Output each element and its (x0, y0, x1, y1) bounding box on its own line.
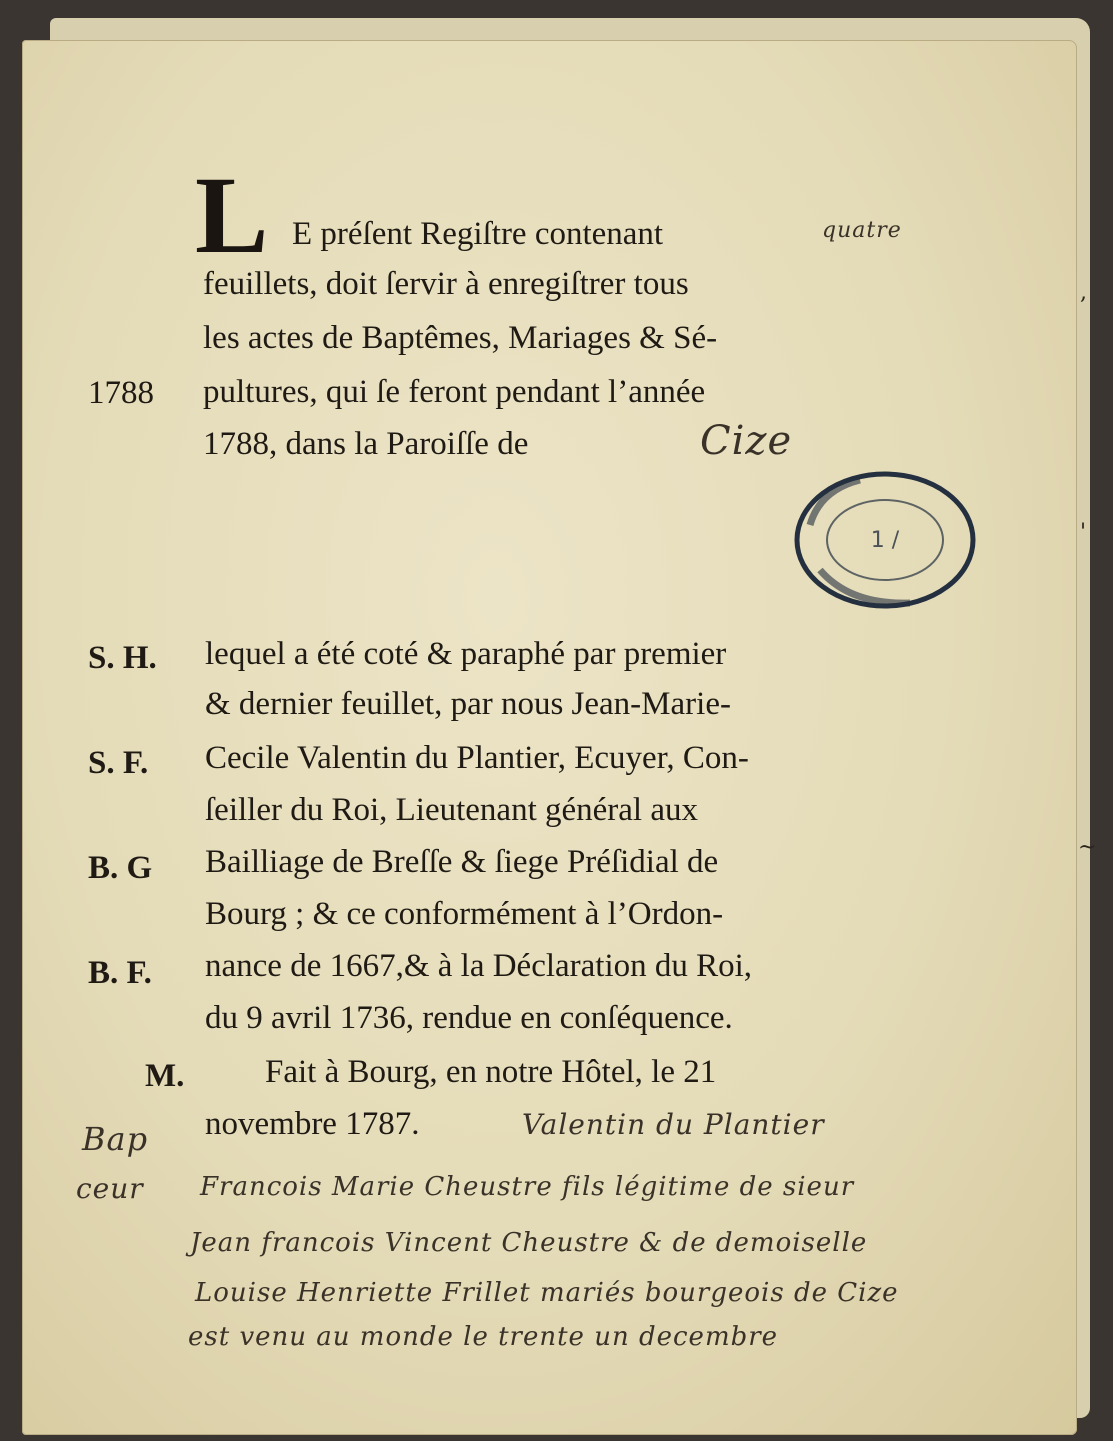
handwritten-margin-note-1: Bap (82, 1120, 149, 1158)
margin-abbrev-m: M. (145, 1058, 185, 1094)
handwritten-parish: Cize (700, 418, 793, 464)
drop-cap: L (195, 154, 269, 276)
printed-line-13: du 9 avril 1736, rendue en conſéquence. (205, 1000, 733, 1036)
printed-line-14: Fait à Bourg, en notre Hôtel, le 21 (265, 1054, 717, 1090)
handwritten-sheet-count: quatre (822, 218, 902, 243)
svg-text:1 /: 1 / (870, 528, 900, 553)
handwritten-entry-line-4: est venu au monde le trente un decembre (188, 1322, 779, 1352)
margin-year: 1788 (88, 375, 154, 411)
archive-stamp (790, 465, 980, 615)
handwritten-signature: Valentin du Plantier (522, 1108, 825, 1141)
printed-line-8: Cecile Valentin du Plantier, Ecuyer, Con- (205, 740, 749, 776)
handwritten-margin-note-2: ceur (76, 1172, 144, 1205)
printed-line-2: feuillets, doit ſervir à enregiſtrer tous (203, 266, 689, 302)
printed-line-3: les actes de Baptêmes, Mariages & Sé- (203, 320, 718, 356)
printed-line-12: nance de 1667,& à la Déclaration du Roi, (205, 948, 753, 984)
edge-ink-mark: ~ (1078, 835, 1097, 860)
handwritten-entry-line-2: Jean francois Vincent Cheustre & de demoiselle (190, 1228, 868, 1258)
printed-line-1: E préſent Regiſtre contenant (292, 216, 664, 252)
printed-line-15: novembre 1787. (205, 1106, 420, 1142)
edge-ink-mark: ' (1080, 520, 1087, 545)
edge-ink-mark: , (1080, 280, 1087, 305)
margin-abbrev-bf: B. F. (88, 955, 152, 991)
stamp-icon (790, 465, 980, 615)
printed-line-10: Bailliage de Breſſe & ſiege Préſidial de (205, 844, 719, 880)
printed-line-7: & dernier feuillet, par nous Jean-Marie- (205, 686, 731, 722)
printed-line-9: ſeiller du Roi, Lieutenant général aux (205, 792, 698, 828)
printed-line-4: pultures, qui ſe feront pendant l’année (203, 374, 706, 410)
margin-abbrev-bg: B. G (88, 850, 153, 886)
handwritten-entry-line-3: Louise Henriette Frillet mariés bourgeois de Cize (195, 1278, 899, 1308)
printed-line-6: lequel a été coté & paraphé par premier (205, 636, 727, 672)
margin-abbrev-sf: S. F. (88, 745, 149, 781)
printed-line-11: Bourg ; & ce conformément à l’Ordon- (205, 896, 724, 932)
printed-line-5: 1788, dans la Paroiſſe de (203, 426, 529, 462)
margin-abbrev-sh: S. H. (88, 640, 157, 676)
handwritten-entry-line-1: Francois Marie Cheustre fils légitime de sieur (200, 1172, 855, 1202)
